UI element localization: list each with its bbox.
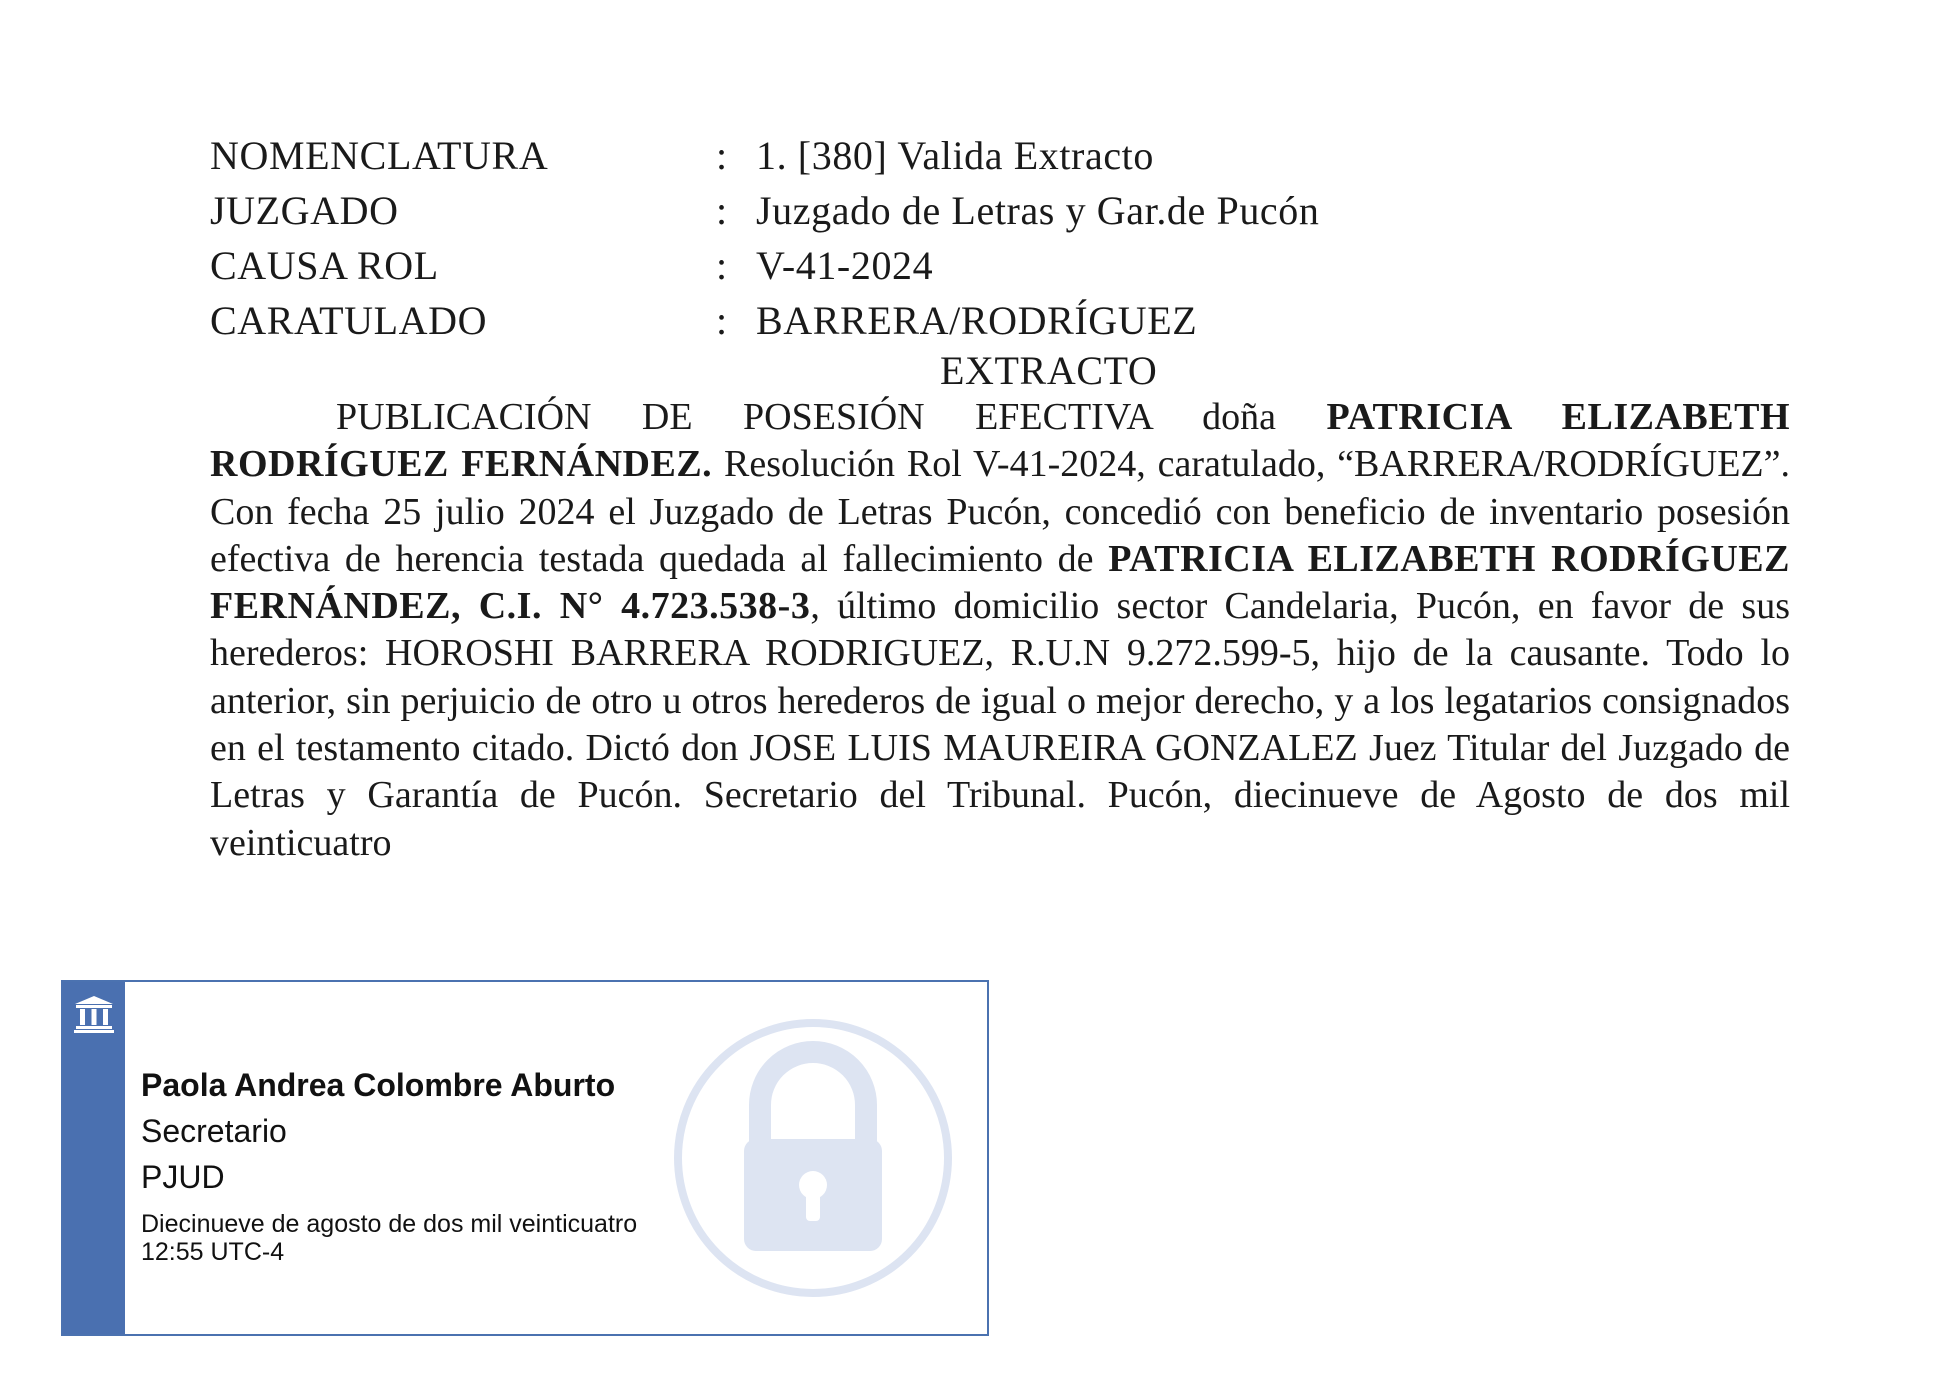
digital-signature-box — [61, 980, 989, 1336]
lock-icon — [672, 1017, 954, 1299]
signer-name: Paola Andrea Colombre Aburto — [141, 1067, 616, 1103]
header-label: NOMENCLATURA — [210, 133, 549, 178]
signature-time: 12:55 UTC-4 — [141, 1238, 285, 1266]
header-row-juzgado — [210, 187, 1790, 242]
institution-icon — [73, 994, 115, 1034]
header-label: CAUSA ROL — [210, 243, 439, 288]
body-bold-segment: PATRICIA ELIZABETH RODRÍGUEZ FERNÁNDEZ, C.I. N° 4.723.538-3 — [210, 537, 1790, 628]
header-value: BARRERA/RODRÍGUEZ — [756, 298, 1198, 343]
header-row-caratulado — [210, 297, 1790, 352]
header-colon: : — [716, 133, 728, 178]
header-colon: : — [716, 188, 728, 233]
signer-organization: PJUD — [141, 1159, 225, 1195]
header-colon: : — [716, 298, 728, 343]
signature-sidebar — [63, 982, 125, 1334]
body-text-segment: Resolución Rol V-41-2024, caratulado, “BARRERA/RODRÍGUEZ”. Con fecha 25 julio 2024 el Juzgado de Letras Pucón, concedió con beneficio de inventario posesión efectiva de herencia testada quedada al fallecimiento de — [210, 443, 1790, 580]
header-label: CARATULADO — [210, 298, 488, 343]
header-row-causa-rol — [210, 242, 1790, 297]
header-value: Juzgado de Letras y Gar.de Pucón — [756, 188, 1320, 233]
signature-details — [141, 1062, 637, 1266]
signature-date: Diecinueve de agosto de dos mil veinticuatro — [141, 1210, 638, 1238]
signer-role: Secretario — [141, 1113, 287, 1149]
header-row-nomenclatura — [210, 132, 1790, 187]
case-header — [210, 132, 1790, 352]
document-title: EXTRACTO — [940, 348, 1158, 393]
body-text-segment: PUBLICACIÓN DE POSESIÓN EFECTIVA doña — [336, 396, 1327, 438]
header-value: V-41-2024 — [756, 243, 934, 288]
header-colon: : — [716, 243, 728, 288]
body-bold-segment: PATRICIA ELIZABETH RODRÍGUEZ FERNÁNDEZ. — [210, 396, 1790, 486]
extract-body — [210, 394, 1790, 867]
body-text-segment: , último domicilio sector Candelaria, Pucón, en favor de sus herederos: HOROSHI BARRERA RODRIGUEZ, R.U.N 9.272.599-5, hijo de la causante. Todo lo anterior, sin perjuicio de otro u otros herederos de igual o mejor derecho, y a los legatarios consignados en el testamento citado. Dictó don JOSE LUIS MAUREIRA GONZALEZ Juez Titular del Juzgado de Letras y Garantía de Pucón. Secretario del Tribunal. Pucón, diecinueve de Agosto de dos mil veinticuatro — [210, 585, 1791, 864]
header-label: JUZGADO — [210, 188, 399, 233]
header-value: 1. [380] Valida Extracto — [756, 133, 1154, 178]
